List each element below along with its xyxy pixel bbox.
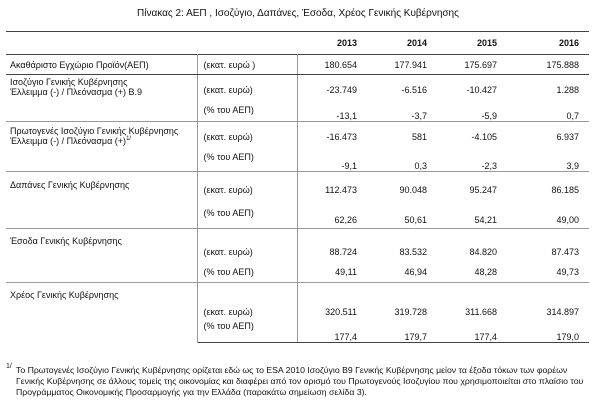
year-header: 2016 (507, 32, 589, 55)
value-cell: 175.697 (437, 55, 507, 75)
value-cell: 179,0 (507, 321, 589, 343)
unit-label: (εκατ. ευρώ) (197, 283, 297, 321)
unit-label: (% του ΑΕΠ) (197, 198, 297, 229)
year-header: 2013 (297, 32, 367, 55)
value-cell: 177.941 (367, 55, 437, 75)
unit-label: (% του ΑΕΠ) (197, 152, 297, 172)
year-header: 2015 (437, 32, 507, 55)
value-cell: -4.105 (437, 122, 507, 152)
value-cell: 84.820 (437, 229, 507, 263)
value-cell: -6.516 (401, 84, 427, 95)
value-cell: 86.185 (507, 172, 589, 198)
table-header-row (6, 32, 589, 55)
row-label (6, 75, 197, 122)
value-cell: 314.897 (507, 283, 589, 321)
table-row-gdp (6, 55, 589, 75)
value-cell: 6.937 (507, 122, 589, 152)
row-label (6, 122, 197, 172)
value-cell: 311.668 (437, 283, 507, 321)
value-cell: -10.427 (466, 84, 497, 95)
value-cell: 48,28 (474, 267, 497, 278)
value-cell: 95.247 (437, 172, 507, 198)
value-cell: -5,9 (481, 111, 497, 121)
value-cell: -9,1 (341, 161, 357, 171)
value-cell: 83.532 (367, 229, 437, 263)
value-cell: 0,3 (414, 161, 427, 171)
value-cell: 49,00 (556, 215, 579, 225)
unit-label: (εκατ. ευρώ ) (197, 55, 297, 75)
table-row-primary (6, 122, 589, 152)
value-cell: -23.749 (326, 84, 357, 95)
footnote-mark: 1/ (6, 363, 12, 370)
row-label-line: Έλλειμμα (-) / Πλεόνασμα (+) Β.9 (10, 87, 143, 97)
value-cell: 177,4 (437, 321, 507, 343)
unit-label: (% του ΑΕΠ) (197, 321, 297, 343)
value-cell: 180.654 (297, 55, 367, 75)
value-cell: 88.724 (297, 229, 367, 263)
table-row-balance (6, 75, 589, 105)
table-title: Πίνακας 2: ΑΕΠ , Ισοζύγιο, Δαπάνες, Έσοδα, Χρέος Γενικής Κυβέρνησης (137, 8, 459, 19)
row-label: Ακαθάριστο Εγχώριο Προϊόν(ΑΕΠ) (6, 55, 197, 75)
value-cell: 177,4 (297, 321, 367, 343)
value-cell: 46,94 (404, 267, 427, 278)
value-cell: -3,7 (411, 111, 427, 121)
value-cell: 320.511 (297, 283, 367, 321)
value-cell: -2,3 (481, 161, 497, 171)
value-cell: 49,73 (556, 267, 579, 278)
value-cell: 179,7 (367, 321, 437, 343)
value-cell: 319.728 (367, 283, 437, 321)
value-cell: 62,26 (334, 215, 357, 225)
unit-label: (εκατ. ευρώ) (197, 75, 297, 105)
footnote-text: Το Πρωτογενές Ισοζύγιο Γενικής Κυβέρνησης ορίζεται εδώ ως το ESA 2010 Ισοζύγιο Β9 Γενικής Κυβέρνησης μείον τα έξοδα τόκων των φορέων Γενικής Κυβέρνησης σε άλλους τομείς της οικονομίας και διαφέρει από τον ορισμό του Πρωτογενούς Ισοζυγίου που χρησιμοποιείται στο πλαίσιο του Προγράμματος Οικονομικής Προσαρμογής για την Ελλάδα (παρακάτω σημείωση σελίδα 3). (16, 365, 584, 397)
footnote (6, 365, 590, 398)
value-cell: 3,9 (566, 161, 579, 171)
value-cell: 1.288 (556, 84, 579, 95)
row-label: Έσοδα Γενικής Κυβέρνησης (6, 229, 197, 283)
fiscal-data-table (6, 31, 589, 343)
table-row-debt (6, 283, 589, 321)
value-cell: -16.473 (297, 122, 367, 152)
value-cell: 49,11 (335, 267, 357, 278)
unit-label: (εκατ. ευρώ) (197, 229, 297, 263)
value-cell: 581 (367, 122, 437, 152)
row-label-line: Ισοζύγιο Γενικής Κυβέρνησης (10, 77, 128, 87)
row-label-text: Έλλειμμα (-) / Πλεόνασμα (+) (10, 136, 127, 146)
row-label: Χρέος Γενικής Κυβέρνησης (6, 283, 197, 343)
value-cell: 54,21 (474, 215, 497, 225)
footnote-ref: 1/ (126, 136, 132, 142)
unit-label: (% του ΑΕΠ) (197, 105, 297, 122)
row-label: Δαπάνες Γενικής Κυβέρνησης (6, 172, 197, 229)
value-cell: 90.048 (367, 172, 437, 198)
value-cell: 87.473 (507, 229, 589, 263)
unit-label: (εκατ. ευρώ) (197, 172, 297, 198)
value-cell: -13,1 (336, 111, 357, 121)
table-row-revenue (6, 229, 589, 263)
value-cell: 50,61 (404, 215, 427, 225)
year-header: 2014 (367, 32, 437, 55)
table-row-expenditure (6, 172, 589, 198)
unit-label: (% του ΑΕΠ) (197, 263, 297, 283)
unit-label: (εκατ. ευρώ) (197, 122, 297, 152)
value-cell: 112.473 (297, 172, 367, 198)
value-cell: 0,7 (566, 111, 579, 121)
row-label-line: Πρωτογενές Ισοζύγιο Γενικής Κυβέρνησης (10, 126, 179, 136)
row-label-line (10, 136, 193, 146)
value-cell: 175.888 (507, 55, 589, 75)
